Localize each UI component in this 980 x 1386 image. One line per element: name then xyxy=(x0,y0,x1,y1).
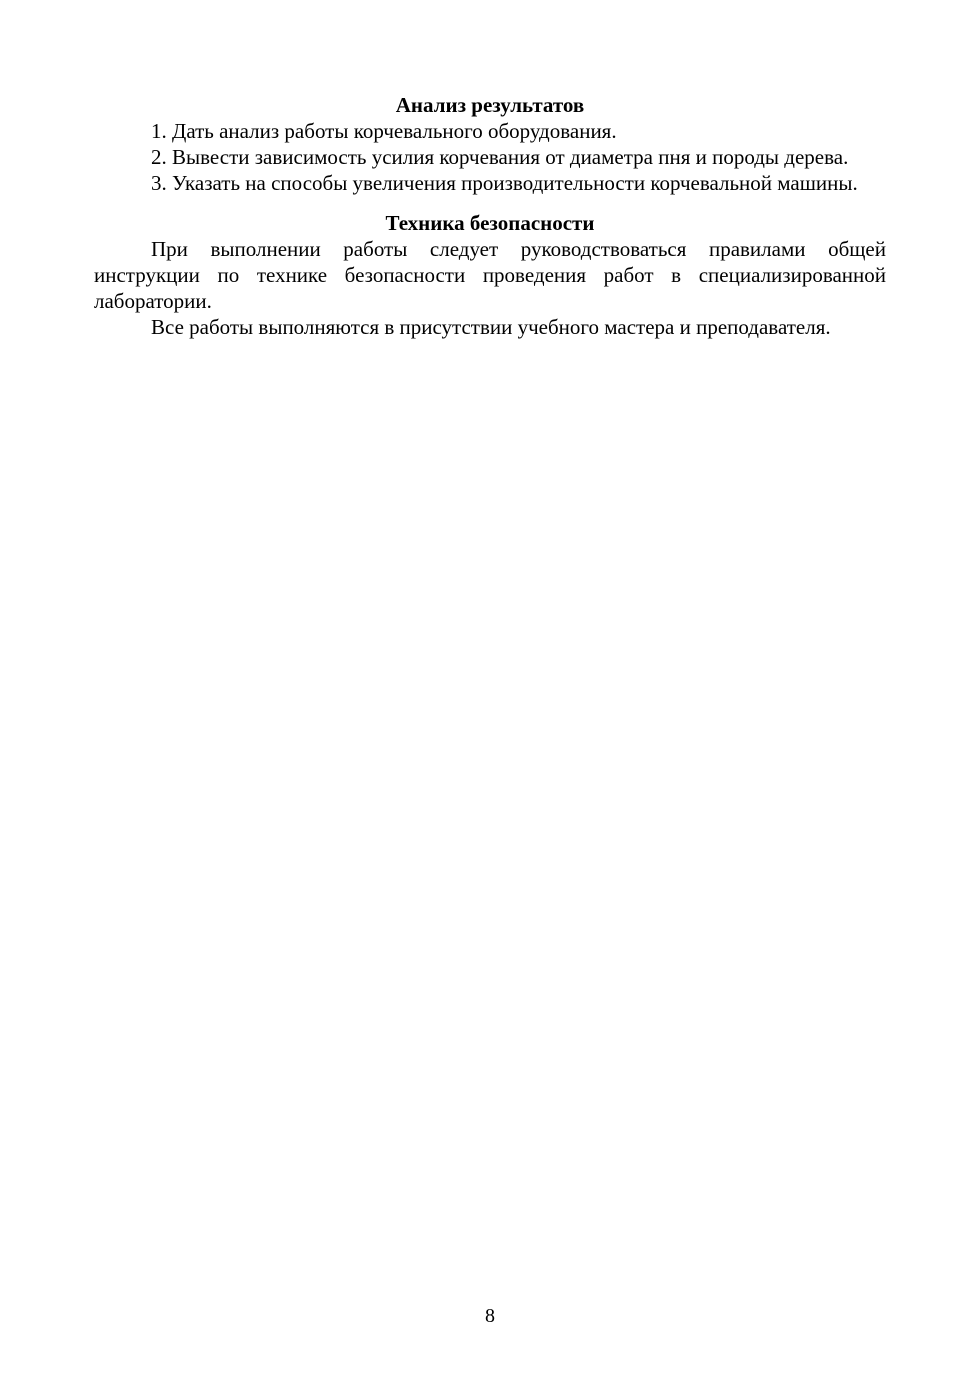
safety-paragraph-2: Все работы выполняются в присутствии учебного мастера и преподавателя. xyxy=(151,315,831,339)
section-heading-results-analysis: Анализ результатов xyxy=(395,93,585,117)
page-content xyxy=(94,92,886,340)
results-item-1: 1. Дать анализ работы корчевального оборудования. xyxy=(151,119,617,143)
section-heading-safety: Техника безопасности xyxy=(385,211,595,235)
safety-paragraph-1: При выполнении работы следует руководствоваться правилами общей инструкции по технике безопасности проведения работ в специализированной лаборатории. xyxy=(94,237,886,313)
results-item-3: 3. Указать на способы увеличения производительности корчевальной машины. xyxy=(151,171,858,195)
page-number: 8 xyxy=(485,1305,495,1327)
results-item-2: 2. Вывести зависимость усилия корчевания от диаметра пня и породы дерева. xyxy=(151,145,849,169)
